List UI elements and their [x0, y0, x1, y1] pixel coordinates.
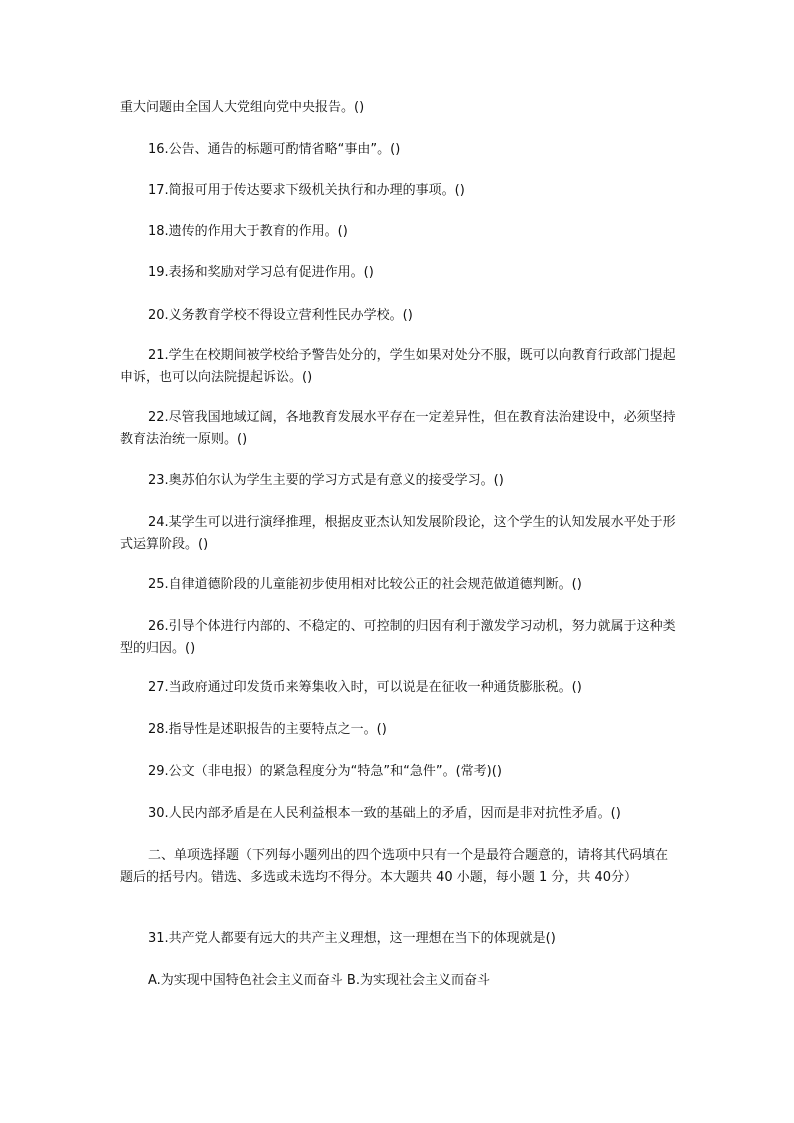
question-20: 20.义务教育学校不得设立营利性民办学校。() [148, 308, 413, 323]
question-23: 23.奥苏伯尔认为学生主要的学习方式是有意义的接受学习。() [148, 473, 504, 488]
question-22: 22.尽管我国地域辽阔，各地教育发展水平存在一定差异性，但在教育法治建设中，必须坚持教育法治统一原则。() [120, 410, 676, 447]
question-31-options: A.为实现中国特色社会主义而奋斗 B.为实现社会主义而奋斗 [148, 973, 490, 988]
question-17: 17.简报可用于传达要求下级机关执行和办理的事项。() [148, 183, 465, 198]
question-21: 21.学生在校期间被学校给予警告处分的，学生如果对处分不服，既可以向教育行政部门提起申诉，也可以向法院提起诉讼。() [120, 348, 676, 385]
question-24: 24.某学生可以进行演绎推理，根据皮亚杰认知发展阶段论，这个学生的认知发展水平处于形式运算阶段。() [120, 515, 676, 552]
section-heading-single-choice: 二、单项选择题（下列每小题列出的四个选项中只有一个是最符合题意的，请将其代码填在题后的括号内。错选、多选或未选均不得分。本大题共 40 小题，每小题 1 分，共 40分） [120, 848, 669, 885]
question-16: 16.公告、通告的标题可酌情省略“事由”。() [148, 142, 401, 157]
question-25: 25.自律道德阶段的儿童能初步使用相对比较公正的社会规范做道德判断。() [148, 577, 582, 592]
question-26: 26.引导个体进行内部的、不稳定的、可控制的归因有利于激发学习动机，努力就属于这种类型的归因。() [120, 619, 676, 656]
question-28: 28.指导性是述职报告的主要特点之一。() [148, 722, 387, 737]
question-27: 27.当政府通过印发货币来筹集收入时，可以说是在征收一种通货膨胀税。() [148, 680, 582, 695]
question-29: 29.公文（非电报）的紧急程度分为“特急”和“急件”。(常考)() [148, 764, 502, 779]
question-18: 18.遗传的作用大于教育的作用。() [148, 224, 348, 239]
question-30: 30.人民内部矛盾是在人民利益根本一致的基础上的矛盾，因而是非对抗性矛盾。() [148, 806, 621, 821]
paragraph-continuation: 重大问题由全国人大党组向党中央报告。() [120, 100, 365, 115]
question-19: 19.表扬和奖励对学习总有促进作用。() [148, 265, 374, 280]
question-31: 31.共产党人都要有远大的共产主义理想，这一理想在当下的体现就是() [148, 931, 556, 946]
